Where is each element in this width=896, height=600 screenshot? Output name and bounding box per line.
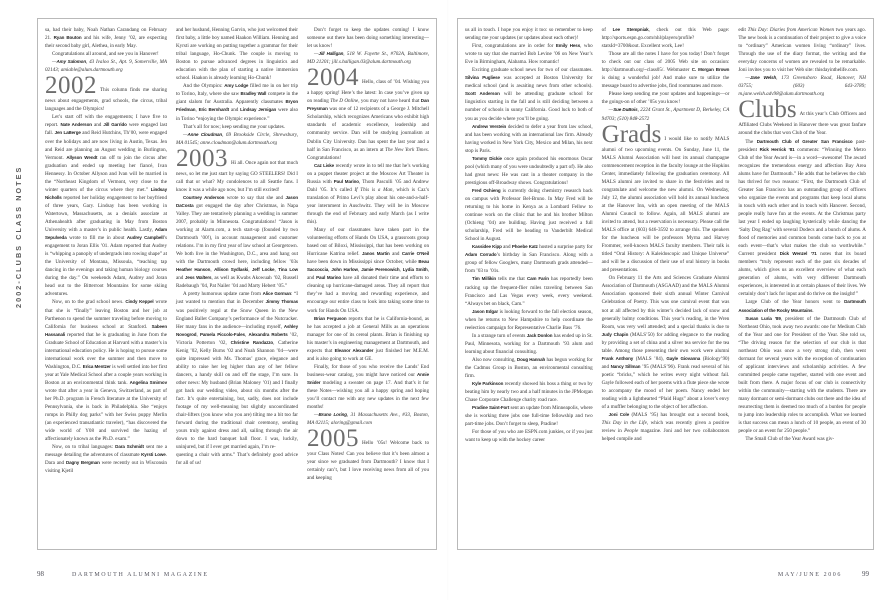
paragraph: Tim Millikin tells me that Cam Farin has reportedly been racking up the frequent-flier miles traveling between San Francisco and Las Vegas every week, every weekend. “Always bet on black, Cam.” [465,276,593,307]
paragraph-text: Hello, class of ’04. Wishing you a happy spring! Here’s the latest: In case you’ve given up on reading The D Online, you may not have heard that Dan Preysman was one of 12 recipients of a George J. Mitchell Scholarship, which recognizes Americans who exhibit high standards of academic excellence, leadership and community service. Dan will be studying journalism at Dublin City University. Dan has spent the last year and a half in San Francisco, as an intern at The New York Times. Congratulations! [307,79,429,161]
paragraph: Now, on to the grad school news. Cindy Keppel wrote that she is “finally” leaving Boston and her job at Parthenon to spend the summer traveling before moving to California for business school at Stanford. Sabeen Hassanali reported that he is graduating in June from the Graduate School of Education at Harvard with a master’s in international education policy. He is hoping to pursue some international work over the summer and then move to Washington, D.C. Erica Mentzer is well settled into her first year at Yale Medical School after a couple years working in Boston at an environmental think tank. Angelina Smirnov wrote that after a year in Geneva, Switzerland, as part of her Ph.D. program in French literature at the University of Pennsylvania, she is back in Philadelphia. She “enjoys romps in Philly dog parks” with her Swiss puppy Merlin (an experienced transatlantic traveler), “has discovered the wide world of Y08 and survived the hazing of affectionately known as the Ph.D. exam.” [45,299,167,443]
paragraph: edit This Day: Diaries from American Women two years ago. The new book is a continuation of their project to give a voice to “ordinary” American women living “ordinary” lives. Through the use of the diary format, the writing and the everyday concerns of women are revealed to be remarkable. Joni invites you to visit her Web site: thisdayinthelife.com. [738,27,866,74]
running-head-left: 2002-CLUBS CLASS NOTES [14,165,23,308]
paragraph: Those are all the notes I have for you today! Don’t forget to check out our class of 2005 Web site on occasion: http://dartmouth.org/~class05/. Webmaster C. Morgan Brown is doing a wonderful job! And make sure to utilize the message board to advertise jobs, find roommates and more. [601,51,730,90]
paragraph: Caz Liske recently wrote in to tell me that he’s working on a puppet theater project at the Moscow Art Theater in Russia with Paul Marino, Thom Pasculli ’05 and Andrew Dahl ’05. It’s called If This is a Man, which is Caz’s translation of Primo Levi’s play about his one-and-a-half-year internment in Auschwitz. They will be in Moscow through the end of February and early March (as I write this). [307,162,429,225]
paragraph: That’s all for now; keep sending me your updates. [183,123,285,130]
year-heading-2002: 2002 [45,72,97,100]
section-clubs [738,98,866,137]
paragraph: Tommy Dickie once again produced his enormous Oscar pool (which many of you were undoubtedly a part of). He also had great news: He was cast in a theater company in the prestigious off-Broadway shows. Congratulations! [465,155,593,186]
paragraph: Exciting graduate school news for two of our classmates. Silvina Pugliese was accepted at Boston University for medical school (and is awaiting news from other schools). Scott Anderson will be attending graduate school for linguistics starting in the fall and is still deciding between a number of schools in sunny California. Good luck to both of you as you decide where you’ll be going. [465,67,593,122]
year-heading-2003: 2003 [176,144,228,172]
paragraph: Finally, for those of you who receive the Lands’ End business-wear catalog, you might have noticed our Annie Snider modeling a sweater on page 17. And that’s it for these Notes—wishing you all a happy spring and hoping you’ll contact me with any new updates in the next few months! [307,363,429,411]
paragraph: and her husband, Henning Garvin, who just welcomed their first baby, a little boy named Haakon William. Henning and Kyrsti are working on putting together a grammar for their tribal language, Ho-Chunk. The couple is moving to Boston to pursue advanced degrees in linguistics and education with the plan of starting a native immersion school. Haakon is already learning Ho-Chunk! [176,27,298,82]
paragraph: Large Club of the Year honors went to Dartmouth Association of the Rocky Mountains. [738,299,866,314]
paragraph: The Dartmouth Club of Greater San Francisco past-president Rick Herrick ’81 comments: “Winning the Metro Club of the Year Award is—in a word—awesome! The award recognizes the tremendous energy and affection Bay Area alums have for Dartmouth.” He adds that he believes the club has thrived for two reasons: “First, the Dartmouth Club of Greater San Francisco has an outstanding group of officers who organize the events and programs that keep local alums in touch with each other and in touch with Hanover. Second, people really have fun at the events. At the Christmas party last year I ended up laughing hysterically while dancing the ‘Salty Dog Rag’ with several Dodecs and a bunch of alums. A flood of memories and common bonds come back to you at each event—that’s what makes the club so worthwhile.” Current president Dick Wenzel ’71 notes that its board members “truly represent each of the past six decades of alums, which gives us an excellent overview of what each generation of alums, with very different Dartmouth experiences, is interested in at certain phases of their lives. We certainly don’t lack for input and do thrive on the insight!” [738,138,866,298]
paragraph: Now, on to tribal languages: Dara Schmidt sent me a message detailing the adventures of classmate Kyrsti Lowe. Dara and Dagny Bergman were recently out in Wisconsin visiting Kjetil [45,444,167,475]
paragraph: Kyle Parkinson recently showed his boss a thing or two by beating him by nearly two and a half minutes in the JPMorgan Chase Corporate Challenge charity road race. [465,381,593,404]
left-page-text-frame [37,18,437,550]
paragraph: Courtney Anderson wrote to say that she and Jason DaCosta got engaged the day after Christmas, in Napa Valley. They are tentatively planning a wedding in summer 2007, probably in Minnesota. Congratulations! “Jason is working at Alarm.com, a tech start-up (founded by two Dartmouth ’00!), in account management and customer relations. I’m in my first year of law school at Georgetown. We both live in the Washington, D.C., area and hang out with the Dartmouth crowd here, including fellow ’03s Heather Hanson, Allison Sydlaski, Jeff Locke, Tina Low and Jess Walters, as well as Kwabs Akowuah ’02, Russell Radebaugh ’04, Pat Nailer ’04 and Marty Hebert ’05.” [176,194,299,290]
year-heading-2004: 2004 [307,64,359,92]
paragraph: Jason Edgar is looking forward to the fall election season, when he returns to New Hampshire to help coordinate the reelection campaign for Representative Charlie Bass ’76. [465,308,593,331]
paragraph: Don’t forget to keep the updates coming! I know someone out there has been doing something interesting—let us know! [307,27,429,50]
column-secretary-signature: —Bruno Loring, 31 Massachusetts Ave., #33, Boston, MA 02115; aloring@gmail.com [307,412,429,427]
paragraph: Pradine Saint-Fort sent an update from Minneapolis, where she is working three jobs one full-time fellowship and two part-time jobs. Don’t forget to sleep, Pradine! [465,405,593,428]
paragraph: The Small Club of the Year Award was giv- [745,436,835,443]
paragraph-text: Hi all. Once again not that much news, so let me just start by saying GO STEELERS! Did I call that or what? My condolences to all Seattle fans. I know it was a while ago now, but I’m still excited! [176,159,298,193]
paragraph: Please keep sending me your updates and happenings—or the goings-on of other ’05s you know! [601,91,730,106]
issue-date-footer: MAY/JUNE 2006 [777,572,842,578]
paragraph-with-year-heading [307,427,429,482]
paragraph: questing a chair with arms.” That’s definitely good advice for all of us! [176,452,298,467]
paragraph: Fred Ochieng is currently doing chemistry research back on campus with Professor Bel-Bruno. In May Fred will be returning to his home in Kenya as a Lombard Fellow to continue work on the clinic that he and his brother Milton (Ochieng ’04) are building. Having just received a full scholarship, Fred will be heading to Vanderbilt Medical School in August. [465,187,593,243]
page-number-left: 98 [37,570,44,578]
paragraph: Congratulations all around, and see you in Hanover! [52,51,159,58]
column-secretary-signature: —Sue DuBois, 2224 Grant St., Apartment D, Berkeley, CA 94703; (510) 848-2572 [601,107,730,122]
paragraph: First, congratulations are in order for Emily Hess, who wrote to say that she married Bob Levine ’06 on New Year’s Eve in Birmingham, Alabama. How romantic! [465,43,593,66]
right-page-text-frame [457,18,874,550]
paragraph-with-year-heading [176,144,298,194]
paragraph-with-year-heading [307,66,429,161]
page-number-right: 99 [862,570,869,578]
column-secretary-signature: —Amy Salomon, 43 Ivaloo St., Apt. 9, Somerville, MA 02143; amiable@alum.dartmouth.org [45,59,168,74]
paragraph: Also now consulting, Doug Hannah has begun working for the Cadmus Group in Boston, an environmental consulting firm. [465,356,593,380]
paragraph: Susan Luria ’89, president of the Dartmouth Club of Northeast Ohio, took away two awards: one for Medium Club of the Year and one for President of the Year. She told us, “The driving reason for the selection of our club is that northeast Ohio was once a very strong club, then went dormant for several years with the exception of continuation of applicant interviews and scholarship activities. A few committed people came together, started with one event and built from there. A major focus of our club is connectivity within the community—starting with the students. There are many dormant or semi-dormant clubs out there and the idea of resurrecting them is deemed too much of a burden for people to jump into leadership roles to accomplish. What we learned is that success can mean a lunch of 10 people, an event of 30 people or an event for 250 people.” [738,315,866,435]
paragraph: Joni Cole (MALS ’95) has brought out a second book, This Day in the Life, which was recently given a positive review in People magazine. Joni and her two collaborators helped compile and [601,412,730,443]
column-secretary-signature: —Jill Halligan, 518 W. Fayette St., #702A, Baltimore, MD 21201; jill.s.halligan.03@alum.dartmouth.org [307,51,429,66]
paragraph-text: Hello ’05s! Welcome back to your Class Notes! Can you believe that it’s been almost a year since we graduated from Dartmouth? I know that I certainly can’t, but I love receiving news from all of you and keeping [307,440,429,482]
column-secretary-signature: —Jane Welsh, 173 Greensboro Road, Hanover, NH 03755; (603) 643-3789; m.jane.welsh.adv98@alum.dartmouth.org [738,75,866,98]
magazine-name-footer: DARTMOUTH ALUMNI MAGAZINE [72,572,209,578]
paragraph: Andrew Verstein decided to defer a year from law school, and has been working with an international law firm. Already having worked in New York City, Mexico and Milan, his next stop is Paris. [465,123,593,154]
left-page-columns [45,26,429,543]
paragraph-with-year-heading [45,74,167,113]
paragraph: And the Olympics: Amy Lodge filled me in on her trip to Torino, Italy, where she saw Bradley Wall compete in the giant slalom for Australia. Apparently classmates Bryon Friedman, Eric Bernhardt and Lindsay Jernigan were also in Torino “enjoying the Olympic experience.” [176,83,299,122]
paragraph-text: This column finds me sharing news about engagements, grad schools, the circus, tribal languages and the Olympics! [45,87,167,113]
paragraph: Many of our classmates have taken part in the volunteering efforts of Hands On USA, a grassroots group based out of Biloxi, Mississippi, that has been working on Hurricane Katrina relief. Janos Martin and Carrie O’Neil have been down in Mississippi since October, while Beau Saccoccia, John Harlow, Jamie Perenowich, Lydia Smith, and Paul Marino have all donated their time and efforts to cleaning up hurricane-damaged areas. They all report that they’ve had a moving and rewarding experience, and encourage our entire class to look into taking some time to work for Hands On USA. [307,227,429,314]
paragraph: A pretty humorous update came from Alice Gorman: “I just wanted to mention that in December Jimmy Thomas was positively regal at the Snow Queen in the New England Ballet Company’s performance of the Nutcracker. Her many fans in the audience—including myself, Ashley Novogrod, Pamela Piccolo-Fales, Alexandra Roberts ’02, Victoria Potterton ’02, Christine Randazzo, Catherine Kenig ’02, Kelly Burns ’02 and Noah Shannon ’04—were quite impressed with Ms. Thomas’ grace, elegance and ability to raise her leg higher than any of her fellow dancers, a handy skill on and off the stage, I’m sure. In other news: My husband (Brian Maloney ’01) and I finally got back our wedding video, about six months after the fact. It’s quite entertaining, but, sadly, does not include footage of my well-meaning but slightly uncoordinated chair-lifters (you know who you are) tilting me a bit too far forward during the traditional chair ceremony, sending yours truly against dress and all, sailing through the air down to the hard banquet hall floor. I was, luckily, uninjured, but if I ever get married again, I’m re- [176,291,299,451]
paragraph: For those of you who are ESPN.com junkies, or if you just want to keep up with the hockey career [465,429,593,444]
right-page [448,0,896,600]
section-heading-grads: Grads [601,120,662,148]
section-grads [601,120,730,275]
right-page-columns [465,26,866,543]
paragraph: sa, had their baby, Noah Nathan Carandang on February 21. Ryan Bouton and his wife, Jenny ’02, are expecting their second baby girl, Alethea, in early May. [45,27,168,50]
section-heading-clubs: Clubs [738,96,797,124]
paragraph: Brian Ferguson reports that he is California-bound, as he has accepted a job at General Mills as an operations manager for one of its cereal plants. Brian is finishing up his master’s in engineering management at Dartmouth, and expects that Eleanor Alexander just finished her M.E.M. and is also going to work at GE. [307,315,429,362]
paragraph-text: At this year’s Club Officers and Affiliated Clubs Weekend in Hanover there was great fanfare around the clubs that won Club of the Year. [738,111,866,137]
year-heading-2005: 2005 [307,425,359,453]
paragraph: Let’s start off with the engagements; I have five to report. Nate Anderson and Jill Garrido were engaged last fall. Jen LaBerge and Reid Hutchins, Th’00, were engaged over the holidays and are now living in Austin, Texas. Jen and Reid are planning an August wedding in Burlington, Vermont. Allyson Wendt ran off to join the circus after graduation and ended up meeting her fiancé, Ivan Hennessy. In October Allyson and Ivan will be married in the “Northeast Kingdom of Vermont, very close to the winter quarters of the circus where they met.” Lindsay Nicholls reported her holiday engagement to her boyfriend of three years, Gary. Lindsay has been working in Watertown, Massachusetts, as a denials associate at Athenahealth after graduating in May from Boston University with a master’s in public health. Lastly, Adam Sepulveda wrote to fill me in about Audrey Campbell’s engagement to Joran Ellis ’01. Adam reported that Audrey is “whipping a panoply of undergrads into rowing shape” at the University of Montana, Missoula, “teaching tap dancing in the evenings and taking human biology courses during the day.” On weekends Adam, Audrey and Joran head out to the Bitterroot Mountains for some skiing adventures. [45,114,167,298]
paragraph: On February 11 the Arts and Sciences Graduate Alumni Association of Dartmouth (ASGAAD) and the MALS Alumni Association sponsored their sixth annual Winter Carnival Celebration of Poetry. This was one carnival event that was not at all affected by this winter’s decided lack of snow and generally balmy conditions. This year’s reading, in the Wren Room, was very well attended; and a special thanks is due to Judy Chapin (MALS’50) for adding elegance to the reading by providing a set of china and a silver tea service for the tea table. Among those presenting their own work were alumni Frank Anthony (MALS ’84), Gayle Giovanna (Biology’90) and Nancy Sillman ’95 (MALS’96). Frank read several of his poetic “bricks,” which he writes every night without fail. Gayle followed each of her poems with a flute piece she wrote to accompany the mood of her poem. Nancy ended her reading with a lighthearted “Plaid Hugs” about a lover’s envy of a muffler belonging to the object of her affection. [601,275,730,411]
paragraph-text: I would like to notify MALS alumni of two upcoming events. On Sunday, June 11, the MALS Alumni Association will host its annual champagne commencement reception in the faculty lounge at the Hopkins Center, immediately following the graduation ceremony. All MALS alumni are invited to share in the festivities and to congratulate and welcome the new alumni. On Wednesday, July 12, the alumni association will hold its annual luncheon at the Hanover Inn, with an open meeting of the MALS Alumni Council to follow. Again, all MALS alumni are invited to attend, but a reservation is necessary. Please call the MALS office at (603) 646-3592 to arrange this. The speakers for the luncheon will be professors Myrna and Harvey Frommer, well-known MALS faculty members. Their talk is titled “Oral History: A Kaleidoscopic and Unique Universe” and will be a discussion of their use of oral history in books and presentations. [601,135,730,274]
paragraph: Kassidee Kipp and Phoebe Katz hosted a surprise party for Adam Corrado’s birthday in San Francisco. Along with a group of fellow Googlers, many Dartmouth grads attended—from ’03 to ’01s. [465,244,593,275]
paragraph: of Lee Stempniak, check out this Web page: http://sports.espn.go.com/nhl/players/profile?statsId=3700&out. Excellent work, Lee! [601,27,730,50]
column-secretary-signature: —Anne Cloudman, 69 Brookside Circle, Shrewsbury, MA 01545; anne.cloudman@alum.dartmouth.org [176,131,298,146]
paragraph: In a strange turn of events Jack Donlon has ended up in St. Paul, Minnesota, working for a Dartmouth ’93 alum and learning about financial consulting. [465,332,593,355]
paragraph: us all in touch. I hope you enjoy it too: so remember to keep sending me your updates (or updates about each other)! [465,27,593,42]
